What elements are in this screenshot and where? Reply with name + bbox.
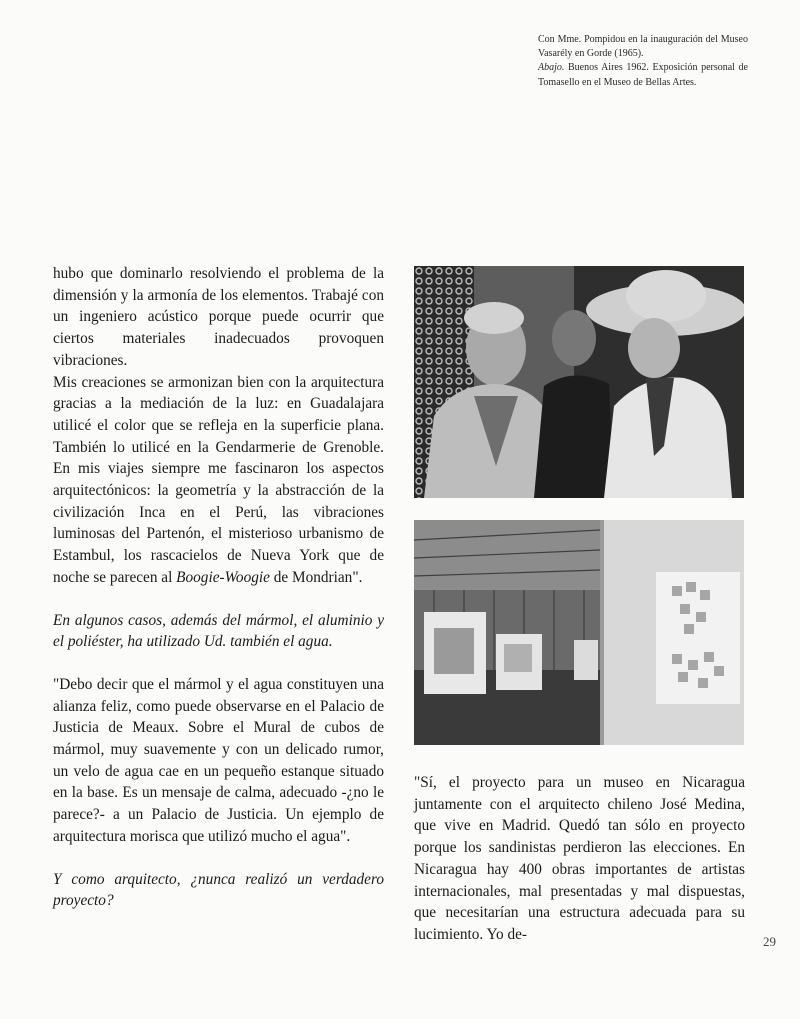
caption-below-label: Abajo. [538, 62, 565, 74]
paragraph: hubo que dominarlo resolviendo el problema de la dimensión y la armonía de los elementos. Trabajé con un ingeniero acústico porque puede ocurrir que ciertos materiales inadecuados provoquen vibraciones. [53, 265, 384, 369]
photo-pompidou-inauguration [414, 266, 744, 498]
photo-buenos-aires-exhibition [414, 520, 744, 745]
page-number: 29 [763, 934, 776, 949]
paragraph-text: de Mondrian". [269, 568, 363, 586]
artwork-title: Boogie-Woogie [176, 568, 270, 586]
caption-top: Con Mme. Pompidou en la inauguración del Museo Vasarély en Gorde (1965). [538, 34, 748, 60]
paragraph: "Debo decir que el mármol y el agua constituyen una alianza feliz, como puede observarse en el Palacio de Justicia de Meaux. Sobre el Mural de cubos de mármol, muy suavemente y con un delicado rumor, un velo de agua cae en un pequeño estanque situado en la base. Es un mensaje de calma, adecuado -¿no le parece?- a un Palacio de Justicia. Un ejemplo de arquitectura morisca que utilizó mucho el agua". [53, 675, 384, 845]
caption-bottom [538, 61, 748, 89]
paragraph [53, 372, 384, 589]
photo-caption [538, 33, 748, 90]
paragraph-text: Mis creaciones se armonizan bien con la arquitectura gracias a la mediación de la luz: en Guadalajara utilicé el color que se refleja en la superficie plana. También lo utilicé en la Gendarmerie de Grenoble. En mis viajes siempre me fascinaron los aspectos arquitectónicos: la geometría y la abstracción de la civilización Inca en el Perú, las vibraciones luminosas del Partenón, el misterioso urbanismo de Estambul, los rascacielos de Nueva York que de noche se parecen al [53, 373, 384, 586]
caption-bottom-text: Buenos Aires 1962. Exposición personal de Tomasello en el Museo de Bellas Artes. [538, 62, 748, 88]
left-text-column [53, 263, 384, 912]
interview-question: En algunos casos, además del mármol, el aluminio y el poliéster, ha utilizado Ud. también el agua. [53, 611, 384, 651]
paragraph: "Sí, el proyecto para un museo en Nicaragua juntamente con el arquitecto chileno José Medina, que vive en Madrid. Quedó tan sólo en proyecto porque los sandinistas perdieron las elecciones. En Nicaragua hay 400 obras importantes de artistas internacionales, mal presentadas y mal dispuestas, que necesitarían una estructura adecuada para su lucimiento. Yo de- [414, 774, 745, 943]
right-text-column [414, 772, 745, 946]
interview-question: Y como arquitecto, ¿nunca realizó un verdadero proyecto? [53, 870, 384, 910]
